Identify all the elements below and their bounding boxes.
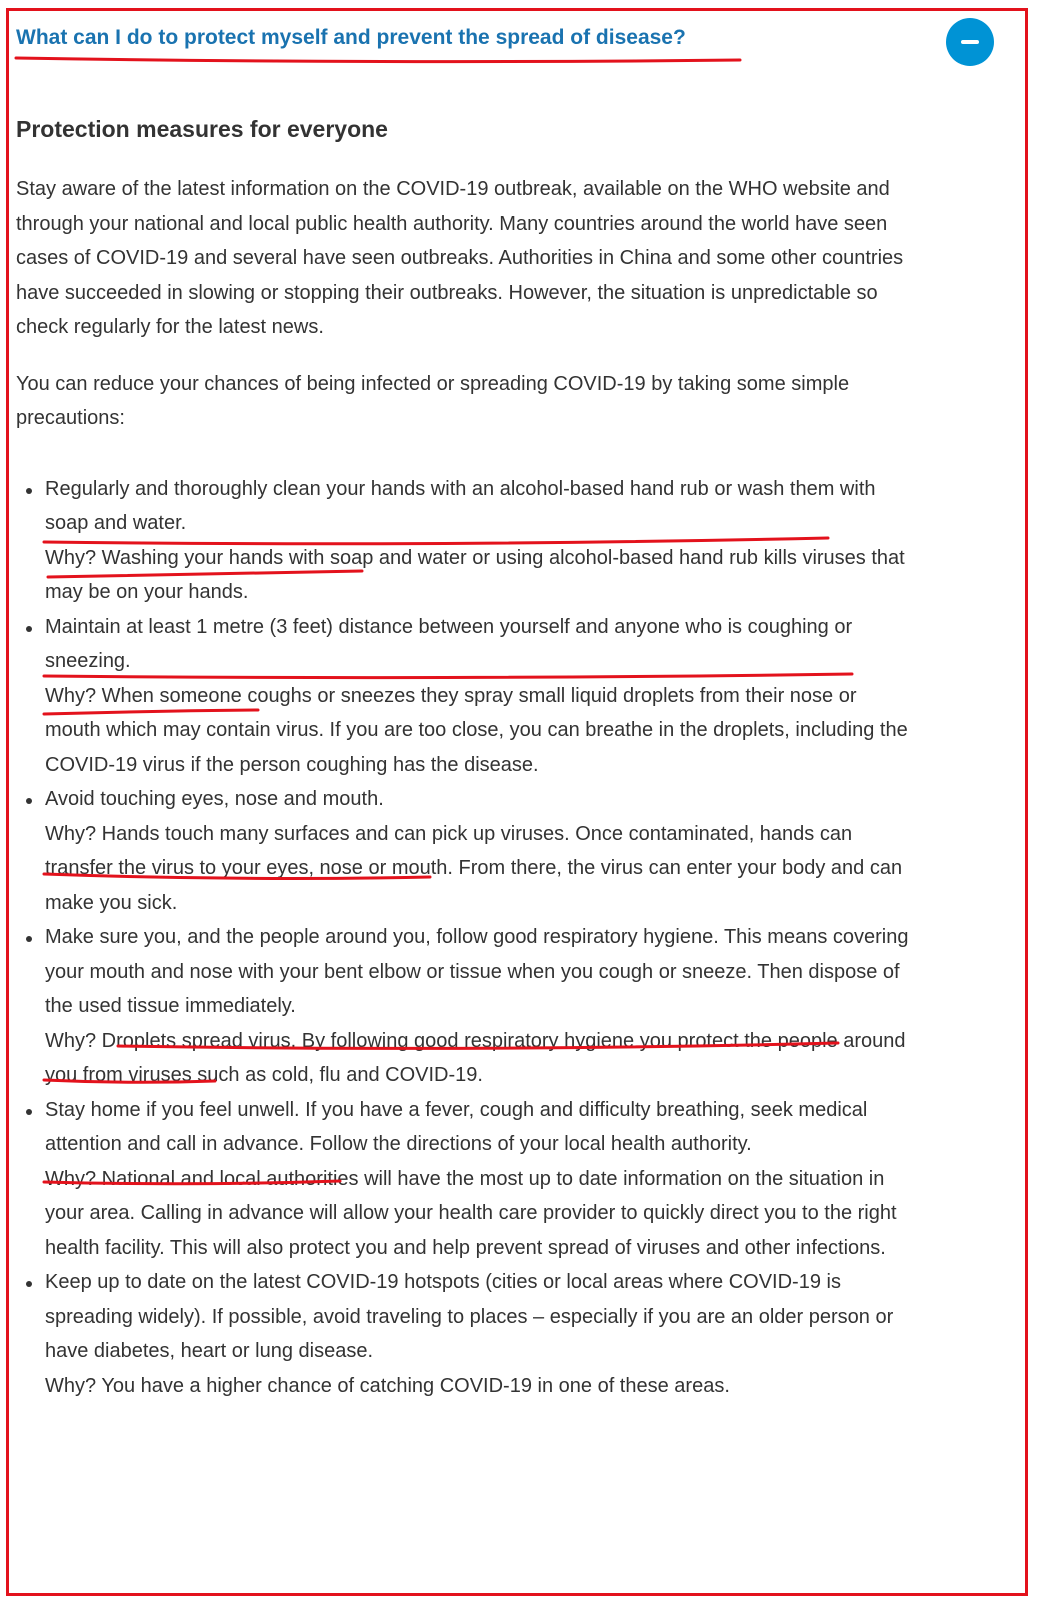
measure-why: Why? National and local authorities will have the most up to date information on the situation in your area. Calling in advance will allow your health care provider to quickly direct you to the right health facility. This will also protect you and help prevent spread of viruses and other infections. (45, 1167, 897, 1259)
precautions-paragraph: You can reduce your chances of being infected or spreading COVID-19 by taking some simple precautions: (16, 372, 850, 429)
measure-why: Why? Hands touch many surfaces and can pick up viruses. Once contaminated, hands can transfer the virus to your eyes, nose or mouth. From there, the virus can enter your body and can make you sick. (45, 822, 903, 914)
measure-text: Avoid touching eyes, nose and mouth. (45, 788, 384, 810)
list-item (45, 1265, 911, 1403)
measures-list (16, 472, 911, 1404)
measure-why: Why? When someone coughs or sneezes they spray small liquid droplets from their nose or mouth which may contain virus. If you are too close, you can breathe in the droplets, including the COVID-19 virus if the person coughing has the disease. (45, 684, 908, 776)
measure-why: Why? Washing your hands with soap and water or using alcohol-based hand rub kills viruses that may be on your hands. (45, 546, 905, 603)
measure-text: Make sure you, and the people around you, follow good respiratory hygiene. This means covering your mouth and nose with your bent elbow or tissue when you cough or sneeze. Then dispose of the used tissue immediately. (45, 926, 909, 1017)
answer-content (16, 112, 911, 1403)
intro-paragraph: Stay aware of the latest information on the COVID-19 outbreak, available on the WHO website and through your national and local public health authority. Many countries around the world have seen cases of COVID-19 and several have seen outbreaks. Authorities in China and some other countries have succeeded in slowing or stopping their outbreaks. However, the situation is unpredictable so check regularly for the latest news. (16, 178, 904, 338)
list-item (45, 920, 911, 1093)
measure-text: Maintain at least 1 metre (3 feet) distance between yourself and anyone who is coughing or sneezing. (45, 615, 853, 672)
measure-text: Keep up to date on the latest COVID-19 hotspots (cities or local areas where COVID-19 is spreading widely). If possible, avoid traveling to places – especially if you are an older person or have diabetes, heart or lung disease. (45, 1271, 894, 1362)
list-item (45, 782, 911, 920)
question-title[interactable]: What can I do to protect myself and prevent the spread of disease? (16, 26, 686, 49)
measure-text: Regularly and thoroughly clean your hands with an alcohol-based hand rub or wash them with soap and water. (45, 477, 876, 534)
measure-why: Why? You have a higher chance of catching COVID-19 in one of these areas. (45, 1374, 730, 1397)
list-item (45, 472, 911, 610)
collapse-toggle-button[interactable] (946, 18, 994, 66)
section-heading: Protection measures for everyone (16, 116, 388, 142)
list-item (45, 1093, 911, 1266)
measure-text: Stay home if you feel unwell. If you have a fever, cough and difficulty breathing, seek medical attention and call in advance. Follow the directions of your local health authority. (45, 1098, 868, 1155)
measure-why: Why? Droplets spread virus. By following good respiratory hygiene you protect the people around you from viruses such as cold, flu and COVID-19. (45, 1029, 906, 1086)
list-item (45, 610, 911, 783)
